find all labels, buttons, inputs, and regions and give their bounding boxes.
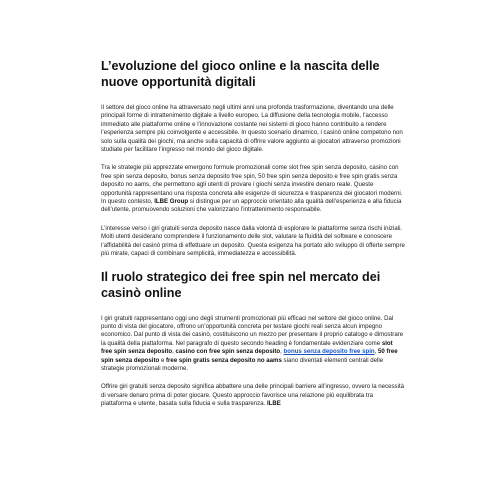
keyword-casino-free-spin: casino con free spin senza deposito [175, 348, 281, 356]
freespin-text: I giri gratuiti rappresentano oggi uno degli strumenti promozionali più efficaci nel settore del gioco online. Dal punto di vista del giocatore, offrono un’opportunità concreta per testare giochi reali senza alcun impegno economico. Dal punto di vista dei casinò, costituiscono un mezzo per presentare il proprio catalogo e dimostrare la qualità della piattaforma. Nel paragrafo di questo secondo heading è fondamentale evidenziare come [101, 314, 404, 347]
freespin-text-end: siano diventati elementi centrali delle strategie promozionali moderne. [101, 356, 384, 372]
separator-2: , [280, 348, 284, 356]
offer-text: Offrire giri gratuiti senza deposito significa abbattere una delle principali barriere all’ingresso, ovvero la necessità di versare denaro prima di poter giocare. Questo approccio favorisce una relazione più equilibrata tra piattaforma e utente, basata sulla fiducia e sulla trasparenza. [101, 383, 405, 408]
strategy-text-end: si distingue per un approccio orientato alla qualità dell’esperienza e alla fiducia dell’utente, promuovendo soluzioni che valorizzano l’intrattenimento responsabile. [101, 198, 402, 214]
separator-1: , [172, 348, 176, 356]
strategy-paragraph [101, 164, 405, 214]
strategy-text: Tra le strategie più apprezzate emergono formule promozionali come slot free spin senza deposito, casino con free spin senza deposito, bonus senza deposito free spin, 50 free spin senza deposito e free spin gratis senza deposito no aams, che permettono agli utenti di provare i giochi senza investire denaro reale. Queste opportunità rappresentano una risposta concreta alle esigenze di sicurezza e trasparenza dei giocatori moderni. In questo contesto, [101, 164, 403, 206]
keyword-50-free-spin: 50 free spin senza deposito [101, 348, 398, 364]
offer-paragraph [101, 383, 405, 408]
separator-4: e [159, 356, 167, 364]
separator-3: , [374, 348, 379, 356]
keyword-slot-free-spin: slot free spin senza deposito [101, 339, 393, 356]
brand-name-2: ILBE [266, 400, 281, 408]
article-title: L’evoluzione del gioco online e la nascita delle nuove opportunità digitali [101, 59, 380, 89]
interest-text: L’interesse verso i giri gratuiti senza deposito nasce dalla volontà di esplorare le piattaforme senza rischi iniziali. Molti utenti desiderano comprendere il funzionamento delle slot, valutare la fluidità del software e conoscere l’affidabilità del casinò prima di effettuare un deposito. Questa esigenza ha portato allo sviluppo di offerte sempre più mirate, capaci di combinare semplicità, immediatezza e accessibilità. [101, 224, 405, 258]
interest-paragraph [101, 225, 405, 259]
bonus-free-spin-link[interactable]: bonus senza deposito free spin [283, 348, 375, 356]
intro-text: Il settore del gioco online ha attraversato negli ultimi anni una profonda trasformazione, diventando una delle principali forme di intrattenimento digitale a livello europeo. La diffusione della tecnologia mobile, l’accesso immediato alle piattaforme online e l’innovazione costante nei sistemi di gioco hanno contribuito a rendere l’esperienza sempre più coinvolgente e accessibile. In questo scenario dinamico, i casinò online competono non solo sulla qualità dei giochi, ma anche sulla capacità di offrire valore aggiunto ai giocatori attraverso promozioni studiate per facilitare l’ingresso nel mondo del gioco digitale. [101, 104, 403, 154]
keyword-free-spin-gratis: free spin gratis senza deposito no aams [166, 356, 282, 364]
brand-name: ILBE Group [154, 198, 189, 206]
intro-paragraph [101, 104, 405, 154]
section-heading: Il ruolo strategico dei free spin nel mercato dei casinò online [101, 269, 381, 300]
freespin-paragraph [101, 315, 405, 374]
